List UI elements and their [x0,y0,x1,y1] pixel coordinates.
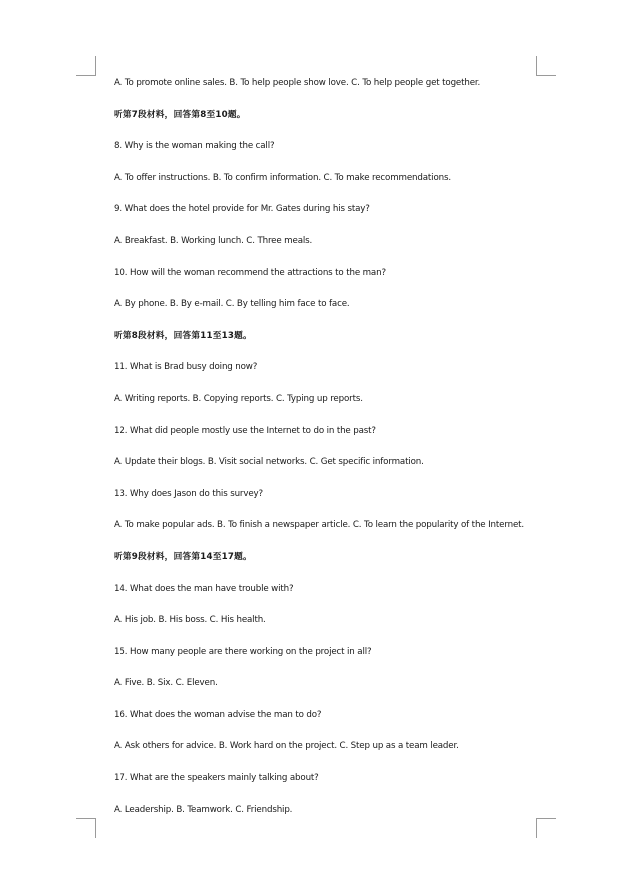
question: 10. How will the woman recommend the attractions to the man? [114,267,386,278]
answer-options: A. To offer instructions. B. To confirm information. C. To make recommendations. [114,172,451,183]
question: 12. What did people mostly use the Internet to do in the past? [114,425,376,436]
question: 16. What does the woman advise the man to do? [114,709,322,720]
question: 11. What is Brad busy doing now? [114,362,258,373]
crop-mark-top-left [76,56,96,76]
section-heading: 听第7段材料，回答第8至10题。 [114,109,246,120]
question: 15. How many people are there working on the project in all? [114,646,372,657]
crop-mark-top-right [536,56,556,76]
question: 14. What does the man have trouble with? [114,583,294,594]
question: 17. What are the speakers mainly talking about? [114,773,319,784]
section-heading: 听第9段材料，回答第14至17题。 [114,551,252,562]
answer-options: A. Breakfast. B. Working lunch. C. Three meals. [114,235,313,246]
section-heading: 听第8段材料，回答第11至13题。 [114,330,252,341]
answer-options: A. Writing reports. B. Copying reports. C. Typing up reports. [114,393,363,404]
question: 8. Why is the woman making the call? [114,141,275,152]
answer-options: A. Update their blogs. B. Visit social networks. C. Get specific information. [114,457,424,468]
crop-mark-bottom-left [76,818,96,838]
document-body [114,75,544,833]
answer-options: A. Five. B. Six. C. Eleven. [114,678,218,689]
question: 9. What does the hotel provide for Mr. Gates during his stay? [114,204,370,215]
answer-options: A. His job. B. His boss. C. His health. [114,615,266,626]
answer-options: A. To promote online sales. B. To help people show love. C. To help people get together. [114,78,481,88]
question: 13. Why does Jason do this survey? [114,488,263,499]
answer-options: A. By phone. B. By e-mail. C. By telling him face to face. [114,299,350,310]
answer-options: A. Leadership. B. Teamwork. C. Friendship. [114,804,293,815]
answer-options: A. Ask others for advice. B. Work hard on the project. C. Step up as a team leader. [114,741,459,752]
answer-options: A. To make popular ads. B. To finish a newspaper article. C. To learn the popularity of the Internet. [114,520,525,531]
